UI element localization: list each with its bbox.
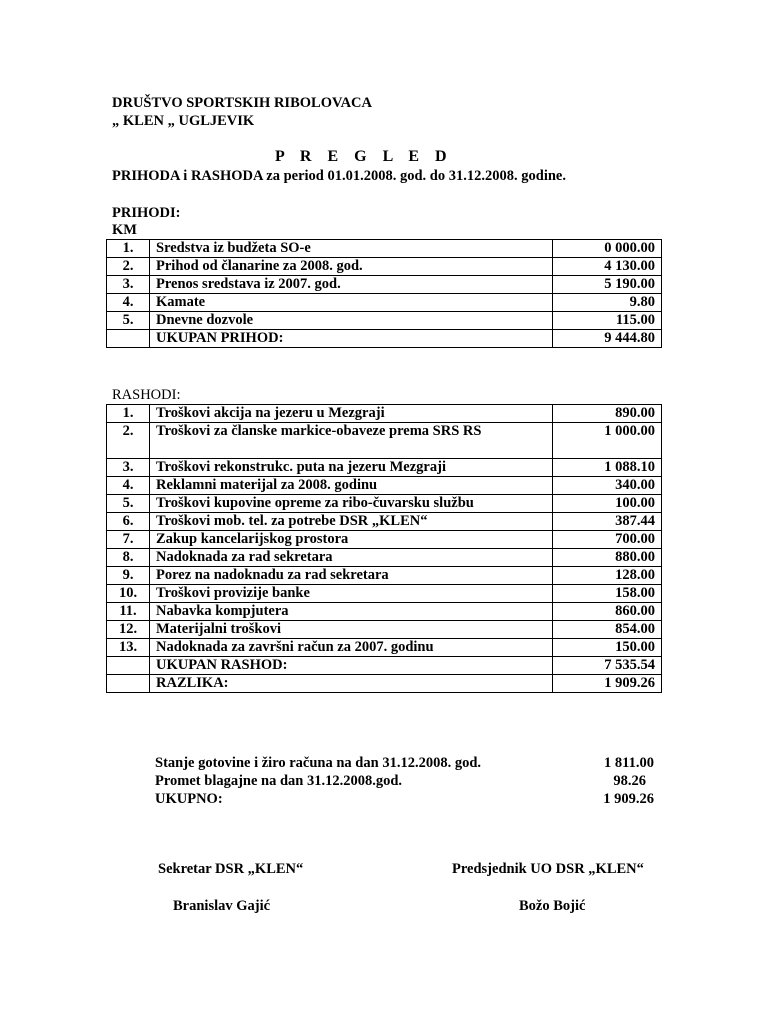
row-number: 5.: [107, 495, 150, 513]
summary-label-cash: Stanje gotovine i žiro računa na dan 31.12.2008. god.: [155, 755, 482, 771]
row-amount: 1 909.26: [553, 675, 662, 693]
page-title: P R E G L E D: [275, 148, 453, 165]
table-row: [107, 603, 662, 621]
row-description: Nadoknada za rad sekretara: [150, 549, 553, 567]
signature-right-title: Predsjednik UO DSR „KLEN“: [452, 861, 644, 877]
row-amount: 0 000.00: [553, 240, 662, 258]
row-amount: 880.00: [553, 549, 662, 567]
table-row: [107, 495, 662, 513]
row-amount: 100.00: [553, 495, 662, 513]
row-description: Prihod od članarine za 2008. god.: [150, 258, 553, 276]
row-amount: 150.00: [553, 639, 662, 657]
row-amount: 128.00: [553, 567, 662, 585]
row-number: 4.: [107, 477, 150, 495]
summary-label-register: Promet blagajne na dan 31.12.2008.god.: [155, 773, 403, 789]
summary-amount-total: 1 909.26: [603, 791, 654, 807]
row-number: [107, 330, 150, 348]
rashodi-table: [106, 404, 662, 693]
table-row: [107, 513, 662, 531]
row-description: Troškovi rekonstrukc. puta na jezeru Mezgraji: [150, 459, 553, 477]
row-number: 6.: [107, 513, 150, 531]
row-amount: 340.00: [553, 477, 662, 495]
row-amount: 9.80: [553, 294, 662, 312]
table-row: [107, 276, 662, 294]
summary-label-total: UKUPNO:: [155, 791, 223, 807]
table-row: [107, 240, 662, 258]
row-number: 13.: [107, 639, 150, 657]
row-number: 9.: [107, 567, 150, 585]
prihodi-table: [106, 239, 662, 348]
row-amount: 860.00: [553, 603, 662, 621]
difference-row: [107, 675, 662, 693]
row-number: 2.: [107, 258, 150, 276]
table-row: [107, 477, 662, 495]
row-description: Porez na nadoknadu za rad sekretara: [150, 567, 553, 585]
row-amount: 9 444.80: [553, 330, 662, 348]
row-description: Zakup kancelarijskog prostora: [150, 531, 553, 549]
row-description: Materijalni troškovi: [150, 621, 553, 639]
table-row: [107, 585, 662, 603]
row-number: 1.: [107, 240, 150, 258]
row-description: UKUPAN RASHOD:: [150, 657, 553, 675]
table-row: [107, 459, 662, 477]
row-amount: 115.00: [553, 312, 662, 330]
row-amount: 158.00: [553, 585, 662, 603]
row-description: RAZLIKA:: [150, 675, 553, 693]
row-amount: 7 535.54: [553, 657, 662, 675]
row-description: Dnevne dozvole: [150, 312, 553, 330]
row-description: UKUPAN PRIHOD:: [150, 330, 553, 348]
row-number: 8.: [107, 549, 150, 567]
currency-label: KM: [112, 222, 137, 238]
table-row: [107, 531, 662, 549]
summary-amount-cash: 1 811.00: [604, 755, 654, 771]
row-amount: 1 088.10: [553, 459, 662, 477]
summary-amount-register: 98.26: [613, 773, 646, 789]
row-amount: 387.44: [553, 513, 662, 531]
prihodi-heading: PRIHODI:: [112, 205, 181, 221]
row-amount: 700.00: [553, 531, 662, 549]
table-row: [107, 294, 662, 312]
table-row: [107, 639, 662, 657]
row-number: 7.: [107, 531, 150, 549]
row-number: [107, 657, 150, 675]
org-name-line2: „ KLEN „ UGLJEVIK: [112, 113, 255, 129]
signature-left-name: Branislav Gajić: [173, 898, 271, 914]
signature-left-title: Sekretar DSR „KLEN“: [158, 861, 304, 877]
rashodi-heading: RASHODI:: [112, 387, 181, 403]
table-row: [107, 567, 662, 585]
row-number: 12.: [107, 621, 150, 639]
row-description: Nadoknada za završni račun za 2007. godinu: [150, 639, 553, 657]
row-number: 3.: [107, 459, 150, 477]
row-description: Troškovi mob. tel. za potrebe DSR „KLEN“: [150, 513, 553, 531]
row-description: Troškovi provizije banke: [150, 585, 553, 603]
table-row: [107, 549, 662, 567]
table-row: [107, 258, 662, 276]
row-number: 10.: [107, 585, 150, 603]
org-name-line1: DRUŠTVO SPORTSKIH RIBOLOVACA: [112, 95, 372, 111]
row-description: Reklamni materijal za 2008. godinu: [150, 477, 553, 495]
page-subtitle: PRIHODA i RASHODA za period 01.01.2008. god. do 31.12.2008. godine.: [112, 168, 566, 184]
total-row: [107, 330, 662, 348]
row-amount: 890.00: [553, 405, 662, 423]
row-description: Troškovi za članske markice-obaveze prema SRS RS: [150, 423, 553, 459]
total-row: [107, 657, 662, 675]
row-amount: 5 190.00: [553, 276, 662, 294]
row-description: Prenos sredstava iz 2007. god.: [150, 276, 553, 294]
row-description: Troškovi akcija na jezeru u Mezgraji: [150, 405, 553, 423]
row-number: 1.: [107, 405, 150, 423]
row-description: Troškovi kupovine opreme za ribo-čuvarsku službu: [150, 495, 553, 513]
row-amount: 854.00: [553, 621, 662, 639]
row-description: Kamate: [150, 294, 553, 312]
row-amount: 4 130.00: [553, 258, 662, 276]
row-number: [107, 675, 150, 693]
row-number: 4.: [107, 294, 150, 312]
table-row: [107, 621, 662, 639]
table-row: [107, 423, 662, 459]
row-number: 5.: [107, 312, 150, 330]
row-amount: 1 000.00: [553, 423, 662, 459]
row-description: Nabavka kompjutera: [150, 603, 553, 621]
row-description: Sredstva iz budžeta SO-e: [150, 240, 553, 258]
table-row: [107, 312, 662, 330]
signature-right-name: Božo Bojić: [519, 898, 586, 914]
table-row: [107, 405, 662, 423]
row-number: 3.: [107, 276, 150, 294]
row-number: 2.: [107, 423, 150, 459]
row-number: 11.: [107, 603, 150, 621]
